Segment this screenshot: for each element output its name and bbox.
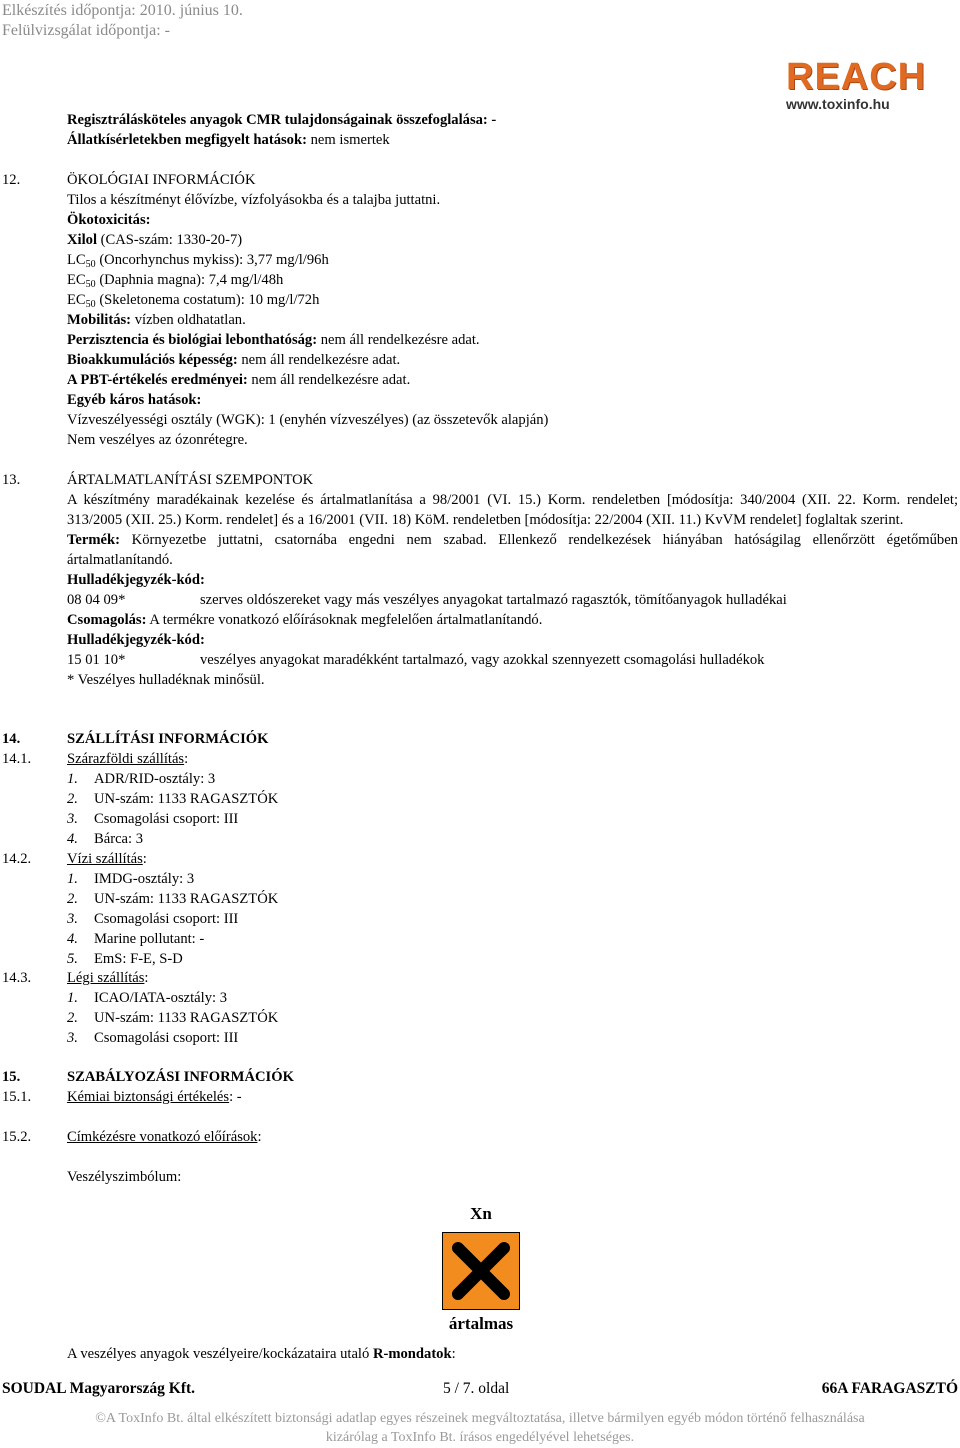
ec-sub-b: 50 [85,299,96,310]
waste-code-label-2: Hulladékjegyzék-kód: [67,632,205,648]
road-transport-item-number: 2. [67,791,78,807]
ecology-warning: Tilos a készítményt élővízbe, vízfolyásokba és a talajba juttatni. [67,192,441,208]
road-transport-item-text: Csomagolási csoport: III [94,811,239,827]
waste-code-2-desc: veszélyes anyagokat maradékként tartalmazó, vagy azokkal szennyezett csomagolási hulladékok [200,652,765,668]
cmr-summary: Regisztrálásköteles anyagok CMR tulajdonságainak összefoglalása: - [67,112,497,128]
road-transport-item [67,769,960,789]
reach-logo [786,58,958,110]
sea-transport-item-number: 4. [67,931,78,947]
waste-code-label-1: Hulladékjegyzék-kód: [67,572,205,588]
air-transport: Légi szállítás: 1. ICAO/IATA-osztály: 3 2. UN-szám: 1133 RAGASZTÓK 3. Csomagolási csoport: III [67,968,960,1048]
labelling [67,1127,262,1147]
hazard-code: Xn [470,1204,492,1223]
hazard-name: ártalmas [448,1314,514,1333]
pbt-value: nem áll rendelkezésre adat. [251,372,411,388]
road-transport-item-text: UN-szám: 1133 RAGASZTÓK [94,791,279,807]
r-phrases-label: R-mondatok [372,1346,452,1362]
sea-transport-item [67,869,960,889]
footer-product: 66A FARAGASZTÓ [821,1380,958,1397]
road-transport-item-number: 4. [67,831,78,847]
ec-sub-a: 50 [85,279,96,290]
sea-transport-item [67,909,960,929]
mobility-label: Mobilitás: [67,312,132,328]
ecotox-label: Ökotoxicitás: [67,212,151,228]
road-transport: Szárazföldi szállítás: 1. ADR/RID-osztály: 3 2. UN-szám: 1133 RAGASZTÓK 3. Csomagolási csoport: III 4. Bárca: 3 [67,749,960,849]
section-14-title: SZÁLLÍTÁSI INFORMÁCIÓK [67,731,269,747]
chem-safety-title: Kémiai biztonsági értékelés [67,1089,230,1105]
xylol-cas: (CAS-szám: 1330-20-7) [100,232,243,248]
sea-transport-item-number: 2. [67,891,78,907]
road-transport-item-number: 1. [67,771,78,787]
air-transport-number: 14.3. [2,970,32,986]
bioaccumulation-value: nem áll rendelkezésre adat. [241,352,401,368]
sea-transport-item-text: Csomagolási csoport: III [94,911,239,927]
footer-company: SOUDAL Magyarország Kft. [2,1380,196,1397]
sea-transport-number: 14.2. [2,851,32,867]
air-transport-item [67,1008,960,1028]
footer-copyright-2: kizárólag a ToxInfo Bt. írásos engedélyével lehetséges. [325,1430,635,1445]
animal-value: nem ismertek [310,132,390,148]
chem-safety-value: : - [229,1089,242,1105]
sea-transport-item-text: UN-szám: 1133 RAGASZTÓK [94,891,279,907]
ec50-skeletonema-value: (Skeletonema costatum): 10 mg/l/72h [99,292,320,308]
xylol-name: Xilol [67,232,97,248]
sea-transport-item [67,949,960,969]
sea-transport-item-number: 3. [67,911,78,927]
road-transport-item [67,829,960,849]
road-transport-item [67,809,960,829]
persistence-value: nem áll rendelkezésre adat. [320,332,480,348]
section-13-title: ÁRTALMATLANÍTÁSI SZEMPONTOK [67,472,314,488]
logo-text: REACH [786,56,927,98]
sea-transport-item [67,889,960,909]
waste-code-1: 08 04 09* [67,592,126,608]
bioaccumulation-label: Bioakkumulációs képesség: [67,352,238,368]
footer-page: 5 / 7. oldal [443,1380,510,1397]
sea-transport-item [67,929,960,949]
section-13-number: 13. [2,472,21,488]
air-transport-item-text: UN-szám: 1133 RAGASZTÓK [94,1010,279,1026]
air-transport-list [67,988,960,1048]
air-transport-item-text: Csomagolási csoport: III [94,1030,239,1046]
review-date: Felülvizsgálat időpontja: - [2,22,170,39]
air-transport-title: Légi szállítás [67,970,145,986]
road-transport-list [67,769,960,849]
ec-label-b: EC [67,292,86,308]
road-transport-item-text: Bárca: 3 [94,831,144,847]
air-transport-item [67,988,960,1008]
air-transport-item-number: 3. [67,1030,78,1046]
waste-code-2: 15 01 10* [67,652,126,668]
wgk-class: Vízveszélyességi osztály (WGK): 1 (enyhén vízveszélyes) (az összetevők alapján) [67,412,549,428]
logo-url: www.toxinfo.hu [786,96,890,112]
packaging-text: A termékre vonatkozó előírásoknak megfelelően ártalmatlanítandó. [149,612,543,628]
disposal-regulation: A készítmény maradékainak kezelése és ártalmatlanítása a 98/2001 (VI. 15.) Korm. rendeletben [módosítja: 340/2004 (XII. 22. Korm. rendelet; 313/2005 (XII. 25.) Korm. rendelet] és a 16/2001 (VII. 18) KöM. rendeletben [módosítja: 22/2004 (XII. 11.) KvVM rendelet] foglaltak szerint. [67,492,958,528]
chem-safety [67,1087,242,1107]
product-text: Környezetbe juttatni, csatornába engedni nem szabad. Ellenkező rendelkezések hiányában hatóságilag ellenőrzött égetőműben ártalmatlanítandó. [67,532,958,568]
section-13 [67,470,958,690]
road-transport-item-text: ADR/RID-osztály: 3 [94,771,216,787]
chem-safety-number: 15.1. [2,1089,32,1105]
waste-code-1-desc: szerves oldószereket vagy más veszélyes anyagokat tartalmazó ragasztók, tömítőanyagok hulladékai [200,592,787,608]
mobility-value: vízben oldhatatlan. [134,312,246,328]
labelling-colon: : [257,1129,262,1145]
air-transport-item-text: ICAO/IATA-osztály: 3 [94,990,227,1006]
road-transport-number: 14.1. [2,751,32,767]
sea-transport-item-text: EmS: F-E, S-D [94,951,183,967]
section-11-tail [67,110,960,150]
section-12 [67,170,960,450]
other-effects-label: Egyéb káros hatások: [67,392,202,408]
footer-copyright-1: ©A ToxInfo Bt. által elkészített biztonsági adatlap egyes részeinek megváltoztatása, illetve bármilyen egyéb módon történő felhasználása [95,1411,865,1426]
section-12-title: ÖKOLÓGIAI INFORMÁCIÓK [67,172,256,188]
labelling-title: Címkézésre vonatkozó előírások [67,1129,258,1145]
pbt-label: A PBT-értékelés eredményei: [67,372,248,388]
ozone-note: Nem veszélyes az ózonrétegre. [67,432,248,448]
section-12-number: 12. [2,172,21,188]
ec-label-a: EC [67,272,86,288]
sea-transport: Vízi szállítás: 1. IMDG-osztály: 3 2. UN-szám: 1133 RAGASZTÓK 3. Csomagolási csoport: III 4. Marine pollutant: - 5. EmS: F-E, S-D [67,849,960,969]
persistence-label: Perzisztencia és biológiai lebonthatóság: [67,332,318,348]
lc-label: LC [67,252,86,268]
sea-transport-item-number: 5. [67,951,78,967]
labelling-number: 15.2. [2,1129,32,1145]
air-transport-item-number: 1. [67,990,78,1006]
sea-transport-item-number: 1. [67,871,78,887]
created-date: Elkészítés időpontja: 2010. június 10. [2,2,243,19]
air-transport-item [67,1028,960,1048]
ec50-daphnia-value: (Daphnia magna): 7,4 mg/l/48h [99,272,284,288]
section-14-number: 14. [2,731,21,747]
sea-transport-list [67,869,960,969]
lc50-value: (Oncorhynchus mykiss): 3,77 mg/l/96h [99,252,329,268]
product-label: Termék: [67,532,120,548]
sea-transport-title: Vízi szállítás [67,851,143,867]
sea-transport-item-text: Marine pollutant: - [94,931,205,947]
hazard-symbol-label: Veszélyszimbólum: [67,1169,182,1185]
r-phrases-text: A veszélyes anyagok veszélyeire/kockázataira utaló [67,1346,370,1362]
hazard-pictogram [442,1204,520,1333]
packaging-label: Csomagolás: [67,612,147,628]
lc-sub: 50 [85,259,96,270]
sea-transport-item-text: IMDG-osztály: 3 [94,871,195,887]
r-phrases-intro [67,1344,456,1364]
road-transport-item [67,789,960,809]
animal-label: Állatkísérletekben megfigyelt hatások: [67,132,307,148]
section-15-title: SZABÁLYOZÁSI INFORMÁCIÓK [67,1069,294,1085]
r-phrases-colon: : [451,1346,456,1362]
section-15-number: 15. [2,1069,21,1085]
road-transport-title: Szárazföldi szállítás [67,751,185,767]
harmful-x-icon [442,1232,520,1310]
road-transport-item-number: 3. [67,811,78,827]
hazardous-waste-note: * Veszélyes hulladéknak minősül. [67,672,265,688]
air-transport-item-number: 2. [67,1010,78,1026]
